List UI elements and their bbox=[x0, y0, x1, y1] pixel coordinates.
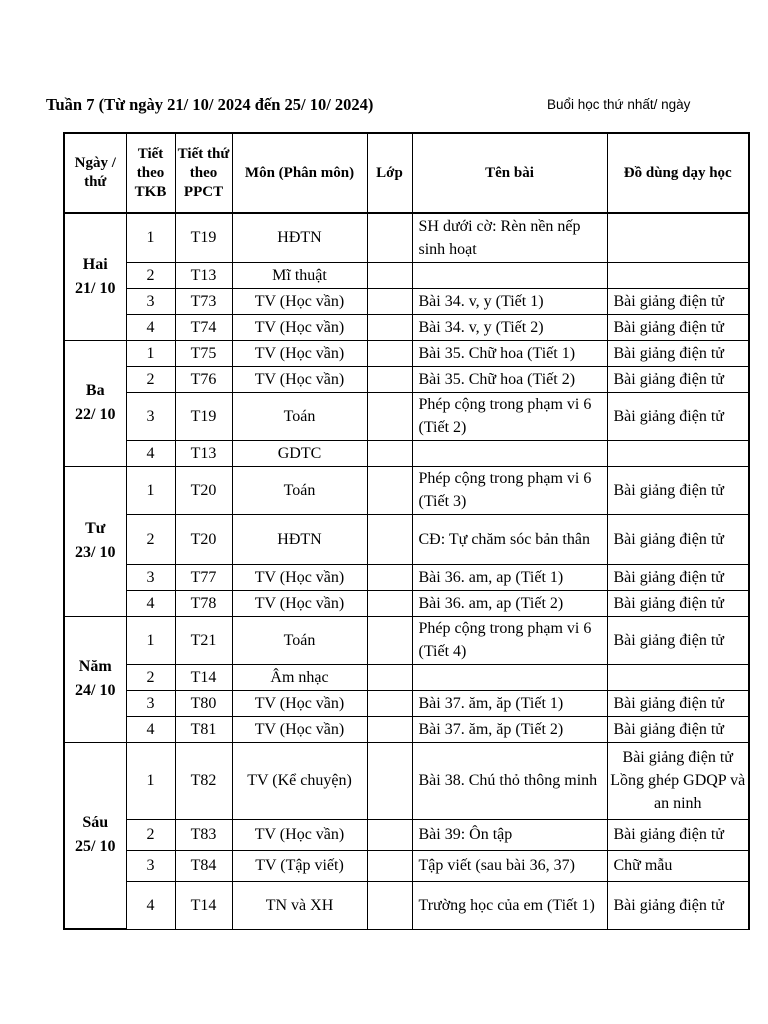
subject-cell: Toán bbox=[232, 616, 367, 664]
materials-cell: Bài giảng điện tử bbox=[607, 466, 749, 514]
lesson-cell: Bài 39: Ôn tập bbox=[412, 819, 607, 850]
header-tkb: Tiết theo TKB bbox=[126, 133, 175, 213]
header-subject: Môn (Phân môn) bbox=[232, 133, 367, 213]
table-row bbox=[64, 314, 749, 340]
ppct-cell: T82 bbox=[175, 742, 232, 819]
table-row bbox=[64, 213, 749, 262]
day-cell bbox=[64, 466, 126, 616]
ppct-cell: T21 bbox=[175, 616, 232, 664]
day-name: Ba bbox=[85, 382, 105, 399]
ppct-cell: T73 bbox=[175, 288, 232, 314]
table-row bbox=[64, 440, 749, 466]
subject-cell: TV (Học vần) bbox=[232, 564, 367, 590]
table-row bbox=[64, 881, 749, 929]
table-row bbox=[64, 742, 749, 819]
tkb-cell: 2 bbox=[126, 664, 175, 690]
class-cell bbox=[367, 716, 412, 742]
session-label: Buổi học thứ nhất/ ngày bbox=[547, 97, 691, 112]
subject-cell: Toán bbox=[232, 466, 367, 514]
class-cell bbox=[367, 262, 412, 288]
subject-cell: TV (Tập viết) bbox=[232, 850, 367, 881]
tkb-cell: 1 bbox=[126, 213, 175, 262]
subject-cell: TN và XH bbox=[232, 881, 367, 929]
lesson-cell: Tập viết (sau bài 36, 37) bbox=[412, 850, 607, 881]
table-row bbox=[64, 466, 749, 514]
ppct-cell: T19 bbox=[175, 213, 232, 262]
tkb-cell: 4 bbox=[126, 716, 175, 742]
tkb-cell: 4 bbox=[126, 590, 175, 616]
day-cell bbox=[64, 742, 126, 929]
materials-cell bbox=[607, 664, 749, 690]
class-cell bbox=[367, 564, 412, 590]
subject-cell: TV (Học vần) bbox=[232, 819, 367, 850]
subject-cell: TV (Học vần) bbox=[232, 690, 367, 716]
tkb-cell: 3 bbox=[126, 564, 175, 590]
subject-cell: TV (Học vần) bbox=[232, 590, 367, 616]
materials-cell bbox=[607, 440, 749, 466]
subject-cell: TV (Học vần) bbox=[232, 314, 367, 340]
lesson-cell: Bài 36. am, ap (Tiết 1) bbox=[412, 564, 607, 590]
subject-cell: TV (Học vần) bbox=[232, 340, 367, 366]
tkb-cell: 3 bbox=[126, 690, 175, 716]
day-name: Hai bbox=[82, 255, 108, 273]
class-cell bbox=[367, 466, 412, 514]
subject-cell: TV (Học vần) bbox=[232, 366, 367, 392]
tkb-cell: 2 bbox=[126, 819, 175, 850]
materials-cell: Bài giảng điện tử Lồng ghép GDQP và an ninh bbox=[607, 742, 749, 819]
lesson-cell: Trường học của em (Tiết 1) bbox=[412, 881, 607, 929]
materials-cell: Bài giảng điện tử bbox=[607, 392, 749, 440]
ppct-cell: T13 bbox=[175, 262, 232, 288]
tkb-cell: 4 bbox=[126, 440, 175, 466]
subject-cell: Âm nhạc bbox=[232, 664, 367, 690]
lesson-cell: Bài 34. v, y (Tiết 1) bbox=[412, 288, 607, 314]
header-class: Lớp bbox=[367, 133, 412, 213]
ppct-cell: T76 bbox=[175, 366, 232, 392]
table-row bbox=[64, 514, 749, 564]
table-row bbox=[64, 690, 749, 716]
lesson-cell bbox=[412, 262, 607, 288]
class-cell bbox=[367, 440, 412, 466]
table-row bbox=[64, 288, 749, 314]
ppct-cell: T14 bbox=[175, 881, 232, 929]
tkb-cell: 1 bbox=[126, 616, 175, 664]
lesson-cell: Phép cộng trong phạm vi 6 (Tiết 2) bbox=[412, 392, 607, 440]
ppct-cell: T74 bbox=[175, 314, 232, 340]
day-date: 21/ 10 bbox=[75, 279, 116, 297]
materials-cell: Bài giảng điện tử bbox=[607, 881, 749, 929]
day-name: Tư bbox=[85, 520, 106, 537]
table-row bbox=[64, 850, 749, 881]
table-row bbox=[64, 590, 749, 616]
header-row bbox=[64, 133, 749, 213]
class-cell bbox=[367, 850, 412, 881]
table-row bbox=[64, 366, 749, 392]
materials-cell: Bài giảng điện tử bbox=[607, 564, 749, 590]
materials-cell: Bài giảng điện tử bbox=[607, 514, 749, 564]
subject-cell: TV (Kể chuyện) bbox=[232, 742, 367, 819]
ppct-cell: T81 bbox=[175, 716, 232, 742]
class-cell bbox=[367, 664, 412, 690]
day-name: Năm bbox=[78, 658, 112, 675]
ppct-cell: T14 bbox=[175, 664, 232, 690]
ppct-cell: T19 bbox=[175, 392, 232, 440]
header-day: Ngày / thứ bbox=[64, 133, 126, 213]
ppct-cell: T78 bbox=[175, 590, 232, 616]
tkb-cell: 3 bbox=[126, 288, 175, 314]
class-cell bbox=[367, 366, 412, 392]
subject-cell: HĐTN bbox=[232, 213, 367, 262]
materials-cell: Bài giảng điện tử bbox=[607, 590, 749, 616]
materials-cell: Bài giảng điện tử bbox=[607, 690, 749, 716]
lesson-cell: Bài 37. ăm, ăp (Tiết 2) bbox=[412, 716, 607, 742]
table-row bbox=[64, 616, 749, 664]
class-cell bbox=[367, 742, 412, 819]
ppct-cell: T84 bbox=[175, 850, 232, 881]
class-cell bbox=[367, 590, 412, 616]
lesson-cell: Bài 35. Chữ hoa (Tiết 2) bbox=[412, 366, 607, 392]
header-lesson: Tên bài bbox=[412, 133, 607, 213]
class-cell bbox=[367, 392, 412, 440]
lesson-cell: Phép cộng trong phạm vi 6 (Tiết 4) bbox=[412, 616, 607, 664]
materials-cell bbox=[607, 213, 749, 262]
day-date: 24/ 10 bbox=[75, 682, 116, 699]
page-title: Tuần 7 (Từ ngày 21/ 10/ 2024 đến 25/ 10/ 2024) bbox=[46, 95, 374, 114]
tkb-cell: 3 bbox=[126, 392, 175, 440]
tkb-cell: 1 bbox=[126, 466, 175, 514]
lesson-cell: Bài 38. Chú thỏ thông minh bbox=[412, 742, 607, 819]
materials-cell: Bài giảng điện tử bbox=[607, 288, 749, 314]
lesson-cell bbox=[412, 440, 607, 466]
materials-cell: Chữ mẫu bbox=[607, 850, 749, 881]
table-row bbox=[64, 819, 749, 850]
table-row bbox=[64, 564, 749, 590]
day-cell bbox=[64, 340, 126, 466]
day-cell bbox=[64, 213, 126, 340]
day-cell bbox=[64, 616, 126, 742]
materials-cell: Bài giảng điện tử bbox=[607, 716, 749, 742]
ppct-cell: T13 bbox=[175, 440, 232, 466]
day-date: 22/ 10 bbox=[75, 406, 116, 423]
tkb-cell: 4 bbox=[126, 314, 175, 340]
day-date: 25/ 10 bbox=[75, 838, 116, 856]
table-row bbox=[64, 664, 749, 690]
materials-cell: Bài giảng điện tử bbox=[607, 340, 749, 366]
day-date: 23/ 10 bbox=[75, 544, 116, 561]
class-cell bbox=[367, 690, 412, 716]
lesson-cell: Bài 34. v, y (Tiết 2) bbox=[412, 314, 607, 340]
tkb-cell: 2 bbox=[126, 514, 175, 564]
ppct-cell: T20 bbox=[175, 514, 232, 564]
class-cell bbox=[367, 881, 412, 929]
ppct-cell: T77 bbox=[175, 564, 232, 590]
materials-cell: Bài giảng điện tử bbox=[607, 819, 749, 850]
class-cell bbox=[367, 819, 412, 850]
day-name: Sáu bbox=[82, 814, 109, 832]
lesson-cell: Phép cộng trong phạm vi 6 (Tiết 3) bbox=[412, 466, 607, 514]
ppct-cell: T75 bbox=[175, 340, 232, 366]
header-materials: Đồ dùng dạy học bbox=[607, 133, 749, 213]
materials-cell: Bài giảng điện tử bbox=[607, 366, 749, 392]
ppct-cell: T80 bbox=[175, 690, 232, 716]
class-cell bbox=[367, 616, 412, 664]
lesson-cell: CĐ: Tự chăm sóc bản thân bbox=[412, 514, 607, 564]
subject-cell: GDTC bbox=[232, 440, 367, 466]
materials-cell bbox=[607, 262, 749, 288]
lesson-cell: Bài 36. am, ap (Tiết 2) bbox=[412, 590, 607, 616]
class-cell bbox=[367, 314, 412, 340]
tkb-cell: 2 bbox=[126, 366, 175, 392]
ppct-cell: T83 bbox=[175, 819, 232, 850]
schedule-table bbox=[63, 132, 750, 930]
materials-cell: Bài giảng điện tử bbox=[607, 314, 749, 340]
subject-cell: TV (Học vần) bbox=[232, 716, 367, 742]
header-ppct: Tiết thứ theo PPCT bbox=[175, 133, 232, 213]
lesson-cell: Bài 35. Chữ hoa (Tiết 1) bbox=[412, 340, 607, 366]
class-cell bbox=[367, 213, 412, 262]
table-row bbox=[64, 716, 749, 742]
tkb-cell: 2 bbox=[126, 262, 175, 288]
lesson-cell bbox=[412, 664, 607, 690]
subject-cell: HĐTN bbox=[232, 514, 367, 564]
table-row bbox=[64, 340, 749, 366]
materials-cell: Bài giảng điện tử bbox=[607, 616, 749, 664]
subject-cell: TV (Học vần) bbox=[232, 288, 367, 314]
tkb-cell: 1 bbox=[126, 742, 175, 819]
class-cell bbox=[367, 288, 412, 314]
class-cell bbox=[367, 340, 412, 366]
tkb-cell: 1 bbox=[126, 340, 175, 366]
schedule-body bbox=[64, 213, 749, 929]
tkb-cell: 4 bbox=[126, 881, 175, 929]
table-row bbox=[64, 392, 749, 440]
table-row bbox=[64, 262, 749, 288]
lesson-cell: SH dưới cờ: Rèn nền nếp sinh hoạt bbox=[412, 213, 607, 262]
lesson-cell: Bài 37. ăm, ăp (Tiết 1) bbox=[412, 690, 607, 716]
class-cell bbox=[367, 514, 412, 564]
subject-cell: Toán bbox=[232, 392, 367, 440]
subject-cell: Mĩ thuật bbox=[232, 262, 367, 288]
tkb-cell: 3 bbox=[126, 850, 175, 881]
ppct-cell: T20 bbox=[175, 466, 232, 514]
